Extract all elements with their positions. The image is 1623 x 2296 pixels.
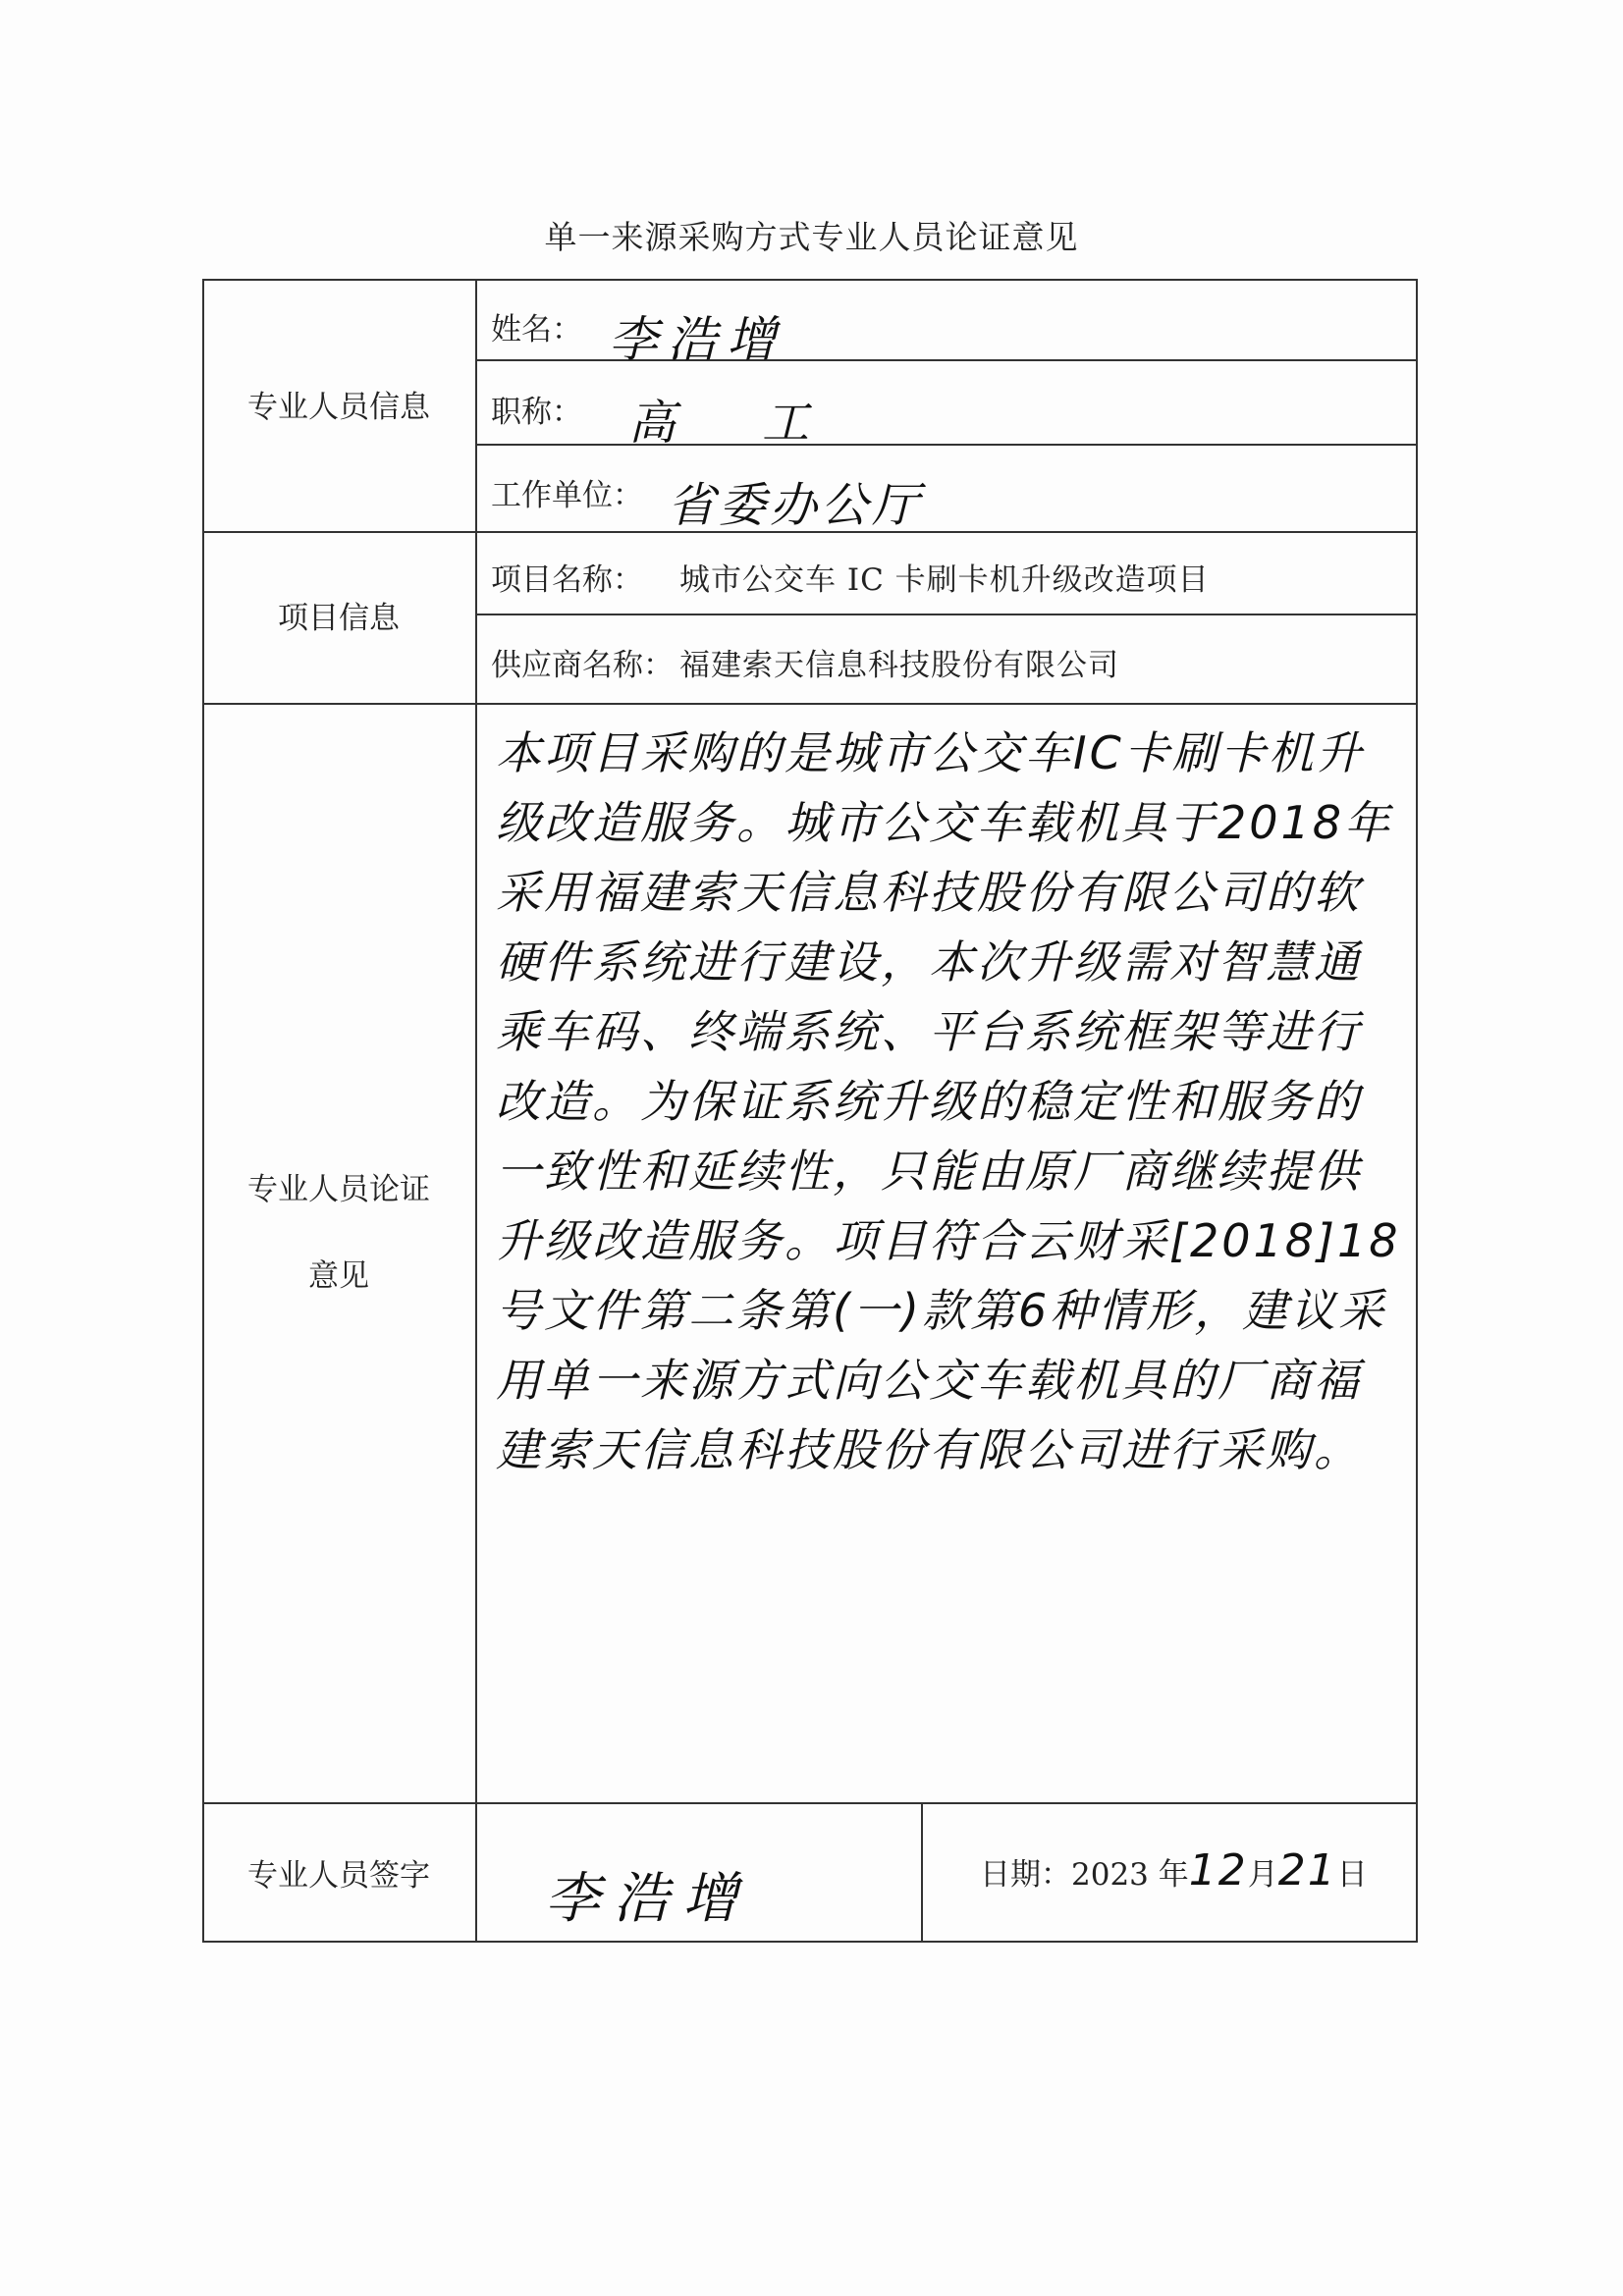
day-unit: 日 bbox=[1336, 1857, 1368, 1893]
opinion-label-line1: 专业人员论证 bbox=[247, 1172, 430, 1207]
expert-info-label: 专业人员信息 bbox=[247, 390, 430, 425]
project-info-label: 项目信息 bbox=[278, 601, 400, 636]
column-divider bbox=[921, 1802, 923, 1941]
month-unit: 月 bbox=[1247, 1857, 1278, 1893]
row-divider bbox=[204, 1802, 1416, 1804]
row-divider bbox=[204, 703, 1416, 705]
date-month: 12 bbox=[1188, 1845, 1248, 1896]
page-title: 单一来源采购方式专业人员论证意见 bbox=[544, 218, 1079, 256]
opinion-label bbox=[204, 1168, 473, 1298]
unit-label: 工作单位： bbox=[491, 478, 643, 513]
signature-image: 李浩增 bbox=[545, 1867, 751, 1931]
opinion-label-line2: 意见 bbox=[308, 1258, 369, 1294]
name-value: 李浩增 bbox=[609, 311, 785, 368]
title-value: 高 工 bbox=[628, 396, 830, 451]
supplier-value: 福建索天信息科技股份有限公司 bbox=[679, 648, 1119, 683]
signature-label: 专业人员签字 bbox=[247, 1858, 430, 1894]
opinion-text: 本项目采购的是城市公交车IC卡刷卡机升级改造服务。城市公交车载机具于2018年采用福建索天信息科技股份有限公司的软硬件系统进行建设，本次升级需对智慧通乘车码、终端系统、平台系统框架等进行改造。为保证系统升级的稳定性和服务的一致性和延续性，只能由原厂商继续提供升级改造服务。项目符合云财采[2018]18号文件第二条第(一)款第6种情形，建议采用单一来源方式向公交车载机具的厂商福建索天信息科技股份有限公司进行采购。 bbox=[496, 726, 1401, 1476]
project-name-value: 城市公交车 IC 卡刷卡机升级改造项目 bbox=[679, 562, 1210, 598]
date-field bbox=[980, 1845, 1368, 1896]
date-day: 21 bbox=[1277, 1845, 1337, 1896]
project-name-label: 项目名称： bbox=[491, 562, 643, 598]
supplier-label: 供应商名称： bbox=[491, 648, 674, 683]
column-divider bbox=[475, 281, 477, 1941]
name-label: 姓名： bbox=[491, 312, 582, 347]
row-divider bbox=[477, 614, 1416, 615]
row-divider bbox=[477, 444, 1416, 446]
title-label: 职称： bbox=[491, 395, 582, 430]
date-label: 日期：2023 年 bbox=[980, 1857, 1189, 1893]
unit-value: 省委办公厅 bbox=[668, 478, 924, 533]
